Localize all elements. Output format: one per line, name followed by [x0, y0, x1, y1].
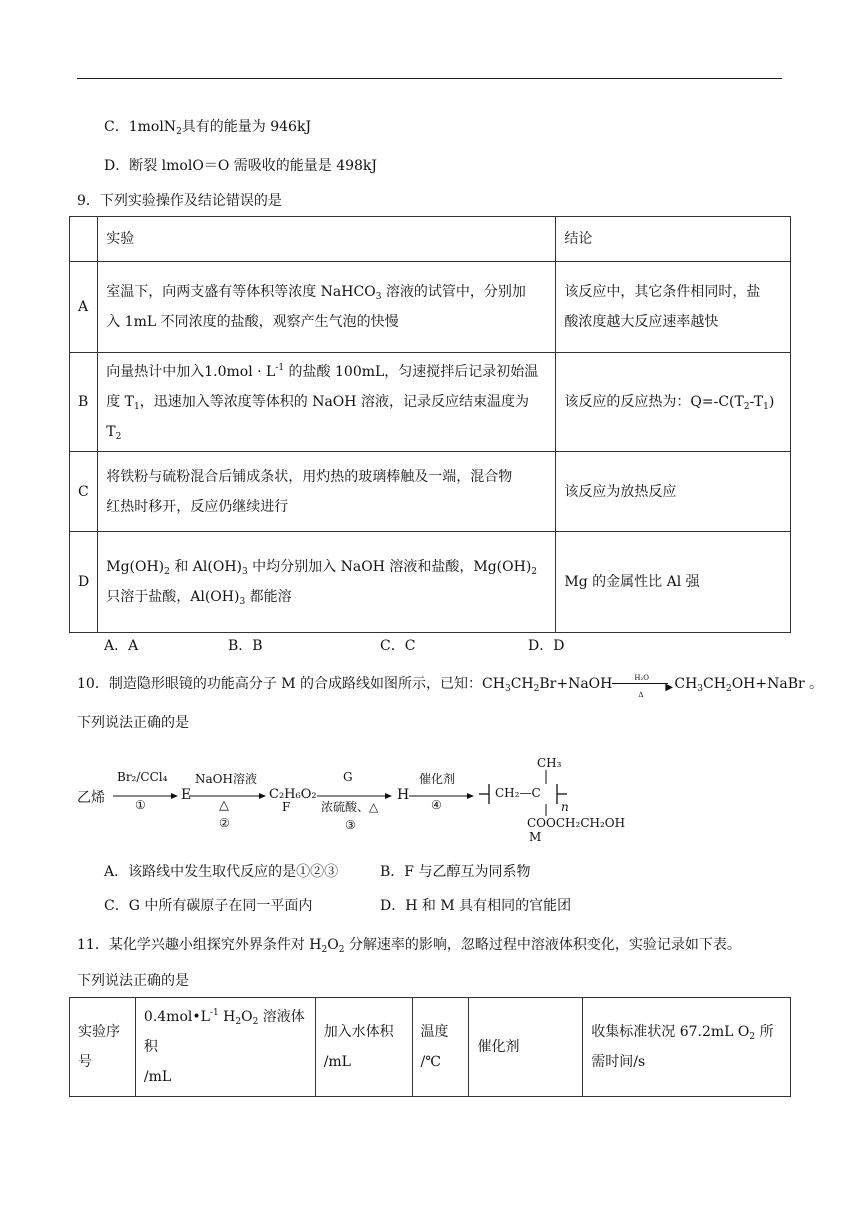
conclusion-cell: 该反应中，其它条件相同时，盐 酸浓度越大反应速率越快: [556, 262, 791, 353]
row-label: A: [70, 262, 98, 353]
q11-stem2: 下列说法正确的是: [77, 973, 189, 989]
step2-condition: △: [219, 798, 229, 813]
step4-reagent: 催化剂: [419, 772, 456, 786]
table-row: [70, 353, 791, 452]
q11-table: [69, 997, 791, 1097]
q10-stem: 10．制造隐形眼镜的功能高分子 M 的合成路线如图所示，已知：$CH_3CH_2Br+NaOH$ H₂O ▶ Δ $CH_3CH_2OH+NaBr$ 。: [77, 674, 824, 699]
q9-option-c: C．C: [380, 638, 416, 654]
step3-number: ③: [345, 818, 356, 832]
experiment-cell: 向量热计中加入$1.0mol \cdot L^{-1}$ 的盐酸 100mL，匀速搅拌后记录初始温 度 $T_1$，迅速加入等浓度等体积的 NaOH 溶液，记录反应结束温度为 $T_2$: [98, 353, 556, 452]
route-f: F: [282, 800, 291, 814]
q9-option-d: D．D: [528, 638, 565, 654]
q11-header-catalyst: 催化剂: [469, 998, 583, 1097]
q11-header-row: [70, 998, 791, 1097]
step2-reagent: NaOH溶液: [195, 772, 257, 786]
q9-option-a: A．A: [104, 638, 139, 654]
conclusion-cell: Mg 的金属性比 Al 强: [556, 532, 791, 633]
conclusion-cell: 该反应的反应热为：$Q=-C(T_2-T_1)$: [556, 353, 791, 452]
route-f-formula: C₂H₆O₂: [269, 787, 317, 802]
q10-option-b: B．F 与乙醇互为同系物: [380, 864, 531, 880]
experiment-cell: 室温下，向两支盛有等体积等浓度 NaHCO$_3$ 溶液的试管中，分别加 入 1mL 不同浓度的盐酸，观察产生气泡的快慢: [98, 262, 556, 353]
experiment-cell: $Mg(OH)_2$ 和 $Al(OH)_3$ 中均分别加入 NaOH 溶液和盐酸，$Mg(OH)_2$ 只溶于盐酸，$Al(OH)_3$ 都能溶: [98, 532, 556, 633]
q8-option-d: D．断裂 lmolO＝O 需吸收的能量是 498kJ: [104, 158, 378, 174]
table-row: [70, 532, 791, 633]
step1-reagent: Br₂/CCl₄: [117, 770, 168, 784]
q11-header-h2o2-volume: $0.4mol•L^{-1}$ $H_2O_2$ 溶液体积 /mL: [135, 998, 315, 1097]
row-label: B: [70, 353, 98, 452]
q10-option-d: D．H 和 M 具有相同的官能团: [380, 898, 572, 914]
polymer-side-chain: COOCH₂CH₂OH: [527, 816, 626, 830]
q8-option-c: C．1molN$_2$具有的能量为 946kJ: [104, 119, 312, 137]
step4-number: ④: [431, 798, 442, 812]
row-label: D: [70, 532, 98, 633]
q10-option-c: C．G 中所有碳原子在同一平面内: [104, 898, 313, 914]
route-m: M: [529, 830, 542, 844]
reaction-arrow: H₂O ▶ Δ: [612, 677, 674, 691]
step2-number: ②: [219, 816, 230, 830]
q9-header-conclusion: 结论: [556, 217, 791, 262]
polymer-chain: CH₂—C: [495, 786, 541, 800]
polymer-n: n: [561, 800, 569, 814]
route-start: 乙烯: [77, 790, 105, 806]
route-e: E: [181, 787, 192, 803]
q9-header-blank: [70, 217, 98, 262]
q9-header-experiment: 实验: [98, 217, 556, 262]
conclusion-cell: 该反应为放热反应: [556, 452, 791, 532]
experiment-cell: 将铁粉与硫粉混合后铺成条状，用灼热的玻璃棒触及一端，混合物 红热时移开，反应仍继续进行: [98, 452, 556, 532]
q10-stem2: 下列说法正确的是: [77, 715, 189, 731]
route-h: H: [397, 787, 410, 803]
header-rule: [77, 78, 782, 79]
q9-table: [69, 216, 791, 633]
table-row: [70, 262, 791, 353]
step3-condition: 浓硫酸、△: [321, 800, 379, 814]
q11-stem: 11．某化学兴趣小组探究外界条件对 $H_2O_2$ 分解速率的影响，忽略过程中溶液体积变化，实验记录如下表。: [77, 937, 741, 955]
q10-option-a: A．该路线中发生取代反应的是①②③: [104, 864, 339, 880]
synthesis-route: [77, 756, 637, 846]
q9-header-row: [70, 217, 791, 262]
step1-number: ①: [135, 798, 146, 812]
q9-option-b: B．B: [228, 638, 263, 654]
q11-header-time: 收集标准状况 67.2mL $O_2$ 所 需时间/s: [583, 998, 791, 1097]
polymer-ch3: CH₃: [537, 756, 562, 770]
step3-reagent: G: [343, 770, 353, 784]
row-label: C: [70, 452, 98, 532]
q11-header-no: 实验序 号: [70, 998, 136, 1097]
q11-header-temperature: 温度 /℃: [412, 998, 469, 1097]
q11-header-water-volume: 加入水体积 /mL: [315, 998, 412, 1097]
table-row: [70, 452, 791, 532]
q9-stem: 9．下列实验操作及结论错误的是: [77, 193, 282, 209]
